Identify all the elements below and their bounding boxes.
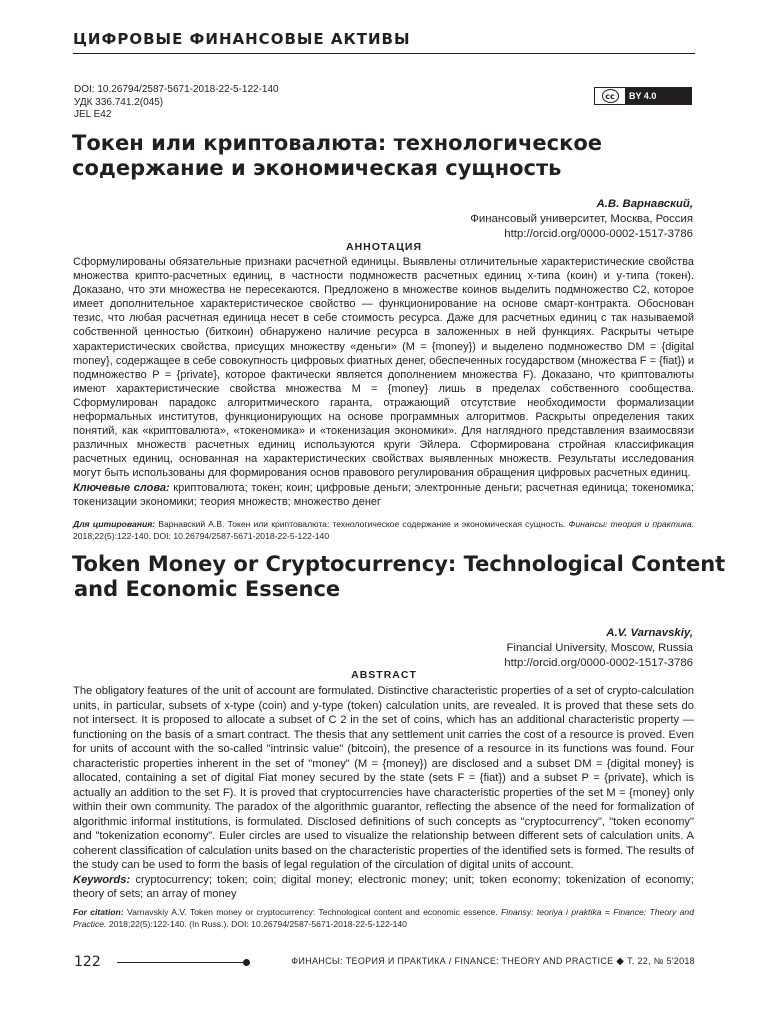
ru-citation-label: Для цитирования: <box>73 519 156 529</box>
article-identifiers <box>74 84 279 122</box>
footer-rule <box>117 962 244 963</box>
en-abstract-text: The obligatory features of the unit of account are formulated. Distinctive characteristic properties of a set of crypto-calculation units, in particular, subsets of x-type (coin) and y-type (token) calculation units, are revealed. It is proved that these sets do not intersect. It is proposed to allocate a subset of C 2 in the set of coins, which has an additional characteristic property — functioning on the basis of a smart contract. The thesis that any settlement unit carries the cost of a resource is proved. Even for units of account with the so-called "intrinsic value" (bitcoin), the presence of a resource in its functions was found. Four characteristic properties inherent in the set of "money" (M = {money}) are disclosed and a subset DM = {digital money} is allocated, containing a set of digital Fiat money secured by the state (sets F = {fiat}) and a subset P = {private}, which is actually an addition to the set F). It is proved that cryptocurrencies have characteristic properties of the set M = {money} only within their own community. The paradox of the algorithmic guarantor, reflecting the absence of the need for formalization of algorithmic informal institutions, is formulated. Disclosed definitions of such concepts as "cryptocurrency", "token economy" and "tokenization economy". Euler circles are used to visualize the relationship between different sets of calculation units. A coherent classification of calculation units based on the characteristic properties of the identified sets is formed. The results of the study can be used to form the basis of legal regulation of the circulation of digital units of account. <box>73 685 694 871</box>
en-citation <box>73 906 694 930</box>
ru-abstract <box>73 255 694 509</box>
ru-affiliation: Финансовый университет, Москва, Россия <box>470 213 693 225</box>
page-number: 122 <box>74 954 101 970</box>
udk: УДК 336.741.2(045) <box>74 96 164 108</box>
ru-title-line-1: Токен или криптовалюта: технологическое <box>72 131 603 155</box>
footer-dot-icon <box>243 959 250 966</box>
doi: DOI: 10.26794/2587-5671-2018-22-5-122-140 <box>74 84 279 95</box>
cc-logo-mark: cc <box>602 89 619 103</box>
en-author-block <box>504 626 693 671</box>
cc-license-badge <box>594 87 692 105</box>
en-citation-main: Varnavskiy A.V. Token money or cryptocurrency: Technological content and economic essence. <box>127 907 498 917</box>
header-rule <box>73 53 695 54</box>
en-author-name: A.V. Varnavskiy, <box>606 627 693 639</box>
en-title-line-1: Token Money or Cryptocurrency: Technological Content <box>72 552 726 576</box>
ru-keywords-label: Ключевые слова: <box>73 481 170 494</box>
ru-citation <box>73 518 694 542</box>
license-label: BY 4.0 <box>625 88 691 104</box>
ru-orcid: http://orcid.org/0000-0002-1517-3786 <box>504 228 693 240</box>
ru-abstract-text: Сформулированы обязательные признаки расчетной единицы. Выявлены отличительные характеристические свойства множества крипто-расчетных единиц, в частности подмножеств расчетных единиц x-типа (коин) и y-типа (токен). Доказано, что эти множества не пересекаются. Предложено в множестве коинов выделить подмножество C2, которое имеет дополнительное характеристическое свойство — функционирование на основе смарт-контракта. Обоснован тезис, что любая расчетная единица несет в себе стоимость ресурса. Даже для расчетных единиц с так называемой собственной ценностью (биткоин) обнаружено наличие ресурса в заложенных в ней функциях. Раскрыты четыре характеристических свойства, присущих множеству «деньги» (M = {money}) и выделено подмножество DM = {digital money}, содержащее в себе совокупность цифровых фиатных денег, обеспеченных государством (множества F = {fiat}) и подмножество P = {private}, которое фактически является дополнением множества F). Доказано, что криптовалюты имеют характеристические свойства множества M = {money} лишь в пределах собственного сообщества. Сформулирован парадокс алгоритмического гаранта, отражающий отсутствие необходимости формализации неформальных институтов, функционирующих на основе программных алгоритмов. Раскрыты определения таких понятий, как «криптовалюта», «токеномика» и «токенизация экономики». Для наглядного представления взаимосвязи различных множеств расчетных единиц используются круги Эйлера. Сформирована стройная классификация расчетных единиц, основанная на характеристических свойствах выявленных множеств. Результаты исследования могут быть использованы для формирования основ правового регулирования обращения цифровых расчетных единиц. <box>73 256 694 480</box>
en-abstract-heading: ABSTRACT <box>351 669 417 681</box>
creative-commons-icon <box>595 88 625 104</box>
diamond-icon: ◆ <box>616 956 625 967</box>
ru-citation-main: Варнавский А.В. Токен или криптовалюта: технологическое содержание и экономическая сущность. <box>158 519 566 529</box>
ru-citation-tail: 2018;22(5):122-140. DOI: 10.26794/2587-5671-2018-22-5-122-140 <box>73 531 330 542</box>
footer-issue: Т. 22, № 5'2018 <box>627 956 695 966</box>
ru-abstract-heading: АННОТАЦИЯ <box>345 241 422 253</box>
en-citation-tail: 2018;22(5):122-140. (In Russ.). DOI: 10.26794/2587-5671-2018-22-5-122-140 <box>108 919 407 930</box>
ru-citation-journal: Финансы: теория и практика. <box>568 519 694 529</box>
section-header: ЦИФРОВЫЕ ФИНАНСОВЫЕ АКТИВЫ <box>73 30 411 48</box>
footer-journal-name: ФИНАНСЫ: ТЕОРИЯ И ПРАКТИКА / FINANCE: THEORY AND PRACTICE <box>291 956 614 966</box>
en-title <box>72 552 725 602</box>
en-affiliation: Financial University, Moscow, Russia <box>506 642 693 654</box>
en-abstract <box>73 684 694 902</box>
ru-author-name: А.В. Варнавский, <box>596 198 693 210</box>
footer-journal-info <box>291 956 695 967</box>
en-keywords-label: Keywords: <box>73 873 131 886</box>
ru-author-block <box>470 197 693 242</box>
ru-title <box>72 131 602 181</box>
en-orcid: http://orcid.org/0000-0002-1517-3786 <box>504 657 693 669</box>
ru-title-line-2: содержание и экономическая сущность <box>72 156 562 180</box>
ru-keywords: криптовалюта; токен; коин; цифровые деньги; электронные деньги; расчетная единица; токеномика; токенизации экономики; теория множеств; множество денег <box>73 481 695 508</box>
en-keywords: cryptocurrency; token; coin; digital money; electronic money; unit; token economy; tokenization of economy; theory of sets; an array of money <box>73 873 695 900</box>
en-title-line-2: and Economic Essence <box>74 577 341 601</box>
jel-code: JEL E42 <box>74 109 112 120</box>
en-citation-journal: Finansy: teoriya i praktika = Finance: Theory and Practice. <box>73 907 694 930</box>
en-citation-label: For citation: <box>73 907 124 917</box>
